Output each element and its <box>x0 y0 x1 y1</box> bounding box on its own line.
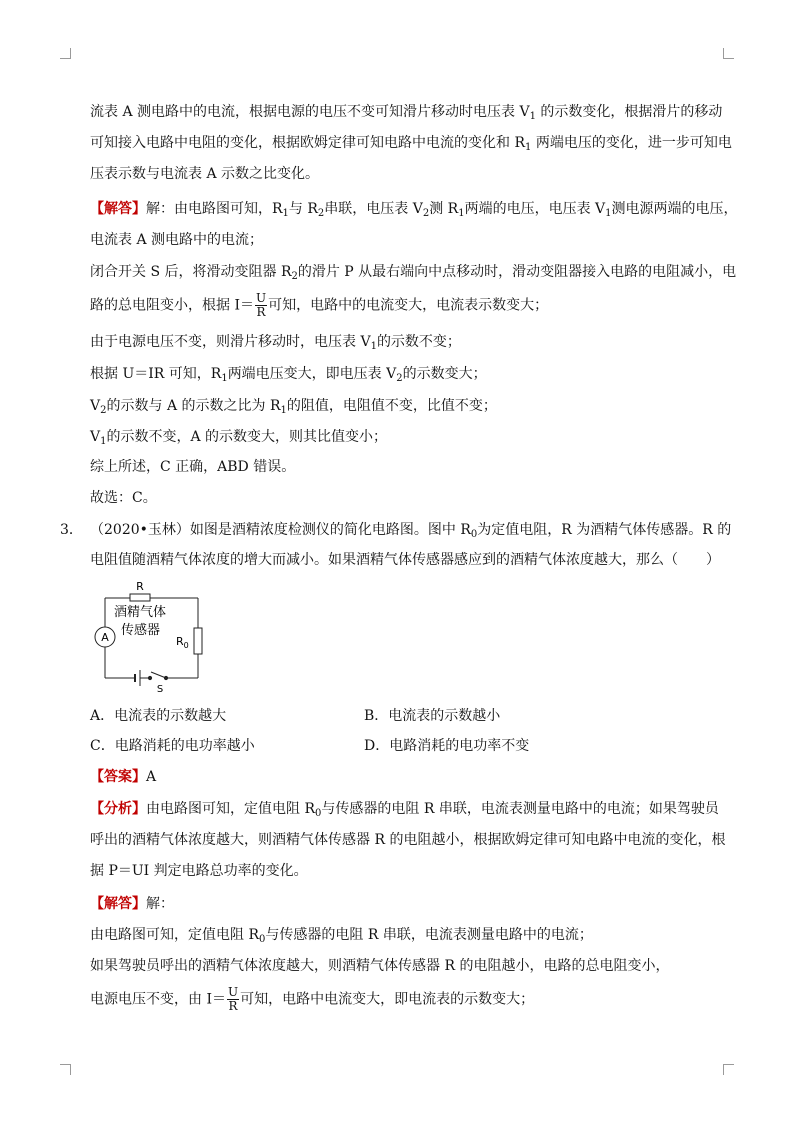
solution-line: 【解答】解： <box>90 896 174 912</box>
crop-mark <box>60 1064 71 1075</box>
option-b[interactable]: B．电流表的示数越小 <box>364 708 501 724</box>
sensor-text: 传感器 <box>121 623 161 638</box>
crop-mark <box>723 1064 734 1075</box>
fraction: $\frac{U}{R}$ <box>255 291 267 319</box>
analysis-line: 压表示数与电流表 A 示数之比变化。 <box>90 166 320 182</box>
solution-line: 由电路图可知，定值电阻 $R_0$与传感器的电阻 R 串联，电流表测量电路中的电流； <box>90 927 593 945</box>
solution-line: 电流表 A 测电路中的电流； <box>90 232 264 248</box>
solution-line: 综上所述，C 正确，ABD 错误。 <box>90 459 296 475</box>
analysis-line: 呼出的酒精气体浓度越大，则酒精气体传感器 R 的电阻越小，根据欧姆定律可知电路中电流的变化，根 <box>90 832 726 848</box>
solution-line: $V_2$的示数与 A 的示数之比为 $R_1$的阻值，电阻值不变，比值不变； <box>90 398 497 416</box>
sensor-label: R <box>136 580 144 593</box>
ammeter-label: A <box>101 631 109 644</box>
solution-line: 闭合开关 S 后，将滑动变阻器 $R_2$的滑片 P 从最右端向中点移动时，滑动变阻器接入电路的电阻减小，电 <box>90 264 737 282</box>
option-a[interactable]: A．电流表的示数越大 <box>90 708 227 724</box>
solution-line: 如果驾驶员呼出的酒精气体浓度越大，则酒精气体传感器 R 的电阻越小，电路的总电阻变小， <box>90 958 670 974</box>
r0-resistor <box>194 628 202 654</box>
solution-line: 由于电源电压不变，则滑片移动时，电压表 $V_1$的示数不变； <box>90 334 461 352</box>
analysis-line: 据 P＝UI 判定电路总功率的变化。 <box>90 863 308 879</box>
r0-label: $R_0$ <box>176 635 189 650</box>
solution-line: 路的总电阻变小，根据 I＝ $\frac{U}{R}$ 可知，电路中的电流变大，电流表示数变大； <box>90 291 549 319</box>
solution-line: 【解答】解：由电路图可知，$R_1$与 $R_2$串联，电压表 $V_2$测 $R_1$两端的电压，电压表 $V_1$测电源两端的电压， <box>90 201 738 219</box>
analysis-line: 可知接入电路中电阻的变化，根据欧姆定律可知电路中电流的变化和 $R_1$ 两端电压的变化，进一步可知电 <box>90 135 732 153</box>
analysis-line: 流表 A 测电路中的电流，根据电源的电压不变可知滑片移动时电压表 $V_1$ 的示数变化，根据滑片的移动 <box>90 104 723 122</box>
option-c[interactable]: C．电路消耗的电功率越小 <box>90 738 255 754</box>
question-number: 3． <box>60 522 83 538</box>
solution-line: 故选：C。 <box>90 490 157 506</box>
switch-label: S <box>156 684 164 695</box>
crop-mark <box>723 48 734 59</box>
solution-line: $V_1$的示数不变，A 的示数变大，则其比值变小； <box>90 429 388 447</box>
fraction: $\frac{U}{R}$ <box>227 985 239 1013</box>
question-stem: 电阻值随酒精气体浓度的增大而减小。如果酒精气体传感器感应到的酒精气体浓度越大，那么（ ） <box>90 552 720 568</box>
sensor-resistor <box>130 594 150 601</box>
option-d[interactable]: D．电路消耗的电功率不变 <box>364 738 530 754</box>
circuit-diagram <box>88 578 218 696</box>
crop-mark <box>60 48 71 59</box>
solution-line: 根据 U＝IR 可知，$R_1$两端电压变大，即电压表 $V_2$的示数变大； <box>90 366 487 384</box>
analysis-line: 【分析】由电路图可知，定值电阻 $R_0$与传感器的电阻 R 串联，电流表测量电路中的电流；如果驾驶员 <box>90 801 719 819</box>
answer-line: 【答案】A <box>90 769 157 785</box>
solution-line: 电源电压不变，由 I＝ $\frac{U}{R}$ 可知，电路中电流变大，即电流表的示数变大； <box>90 985 535 1013</box>
question-stem: （2020•玉林）如图是酒精浓度检测仪的简化电路图。图中 $R_0$为定值电阻，R 为酒精气体传感器。R 的 <box>90 522 732 540</box>
sensor-text: 酒精气体 <box>114 605 167 620</box>
